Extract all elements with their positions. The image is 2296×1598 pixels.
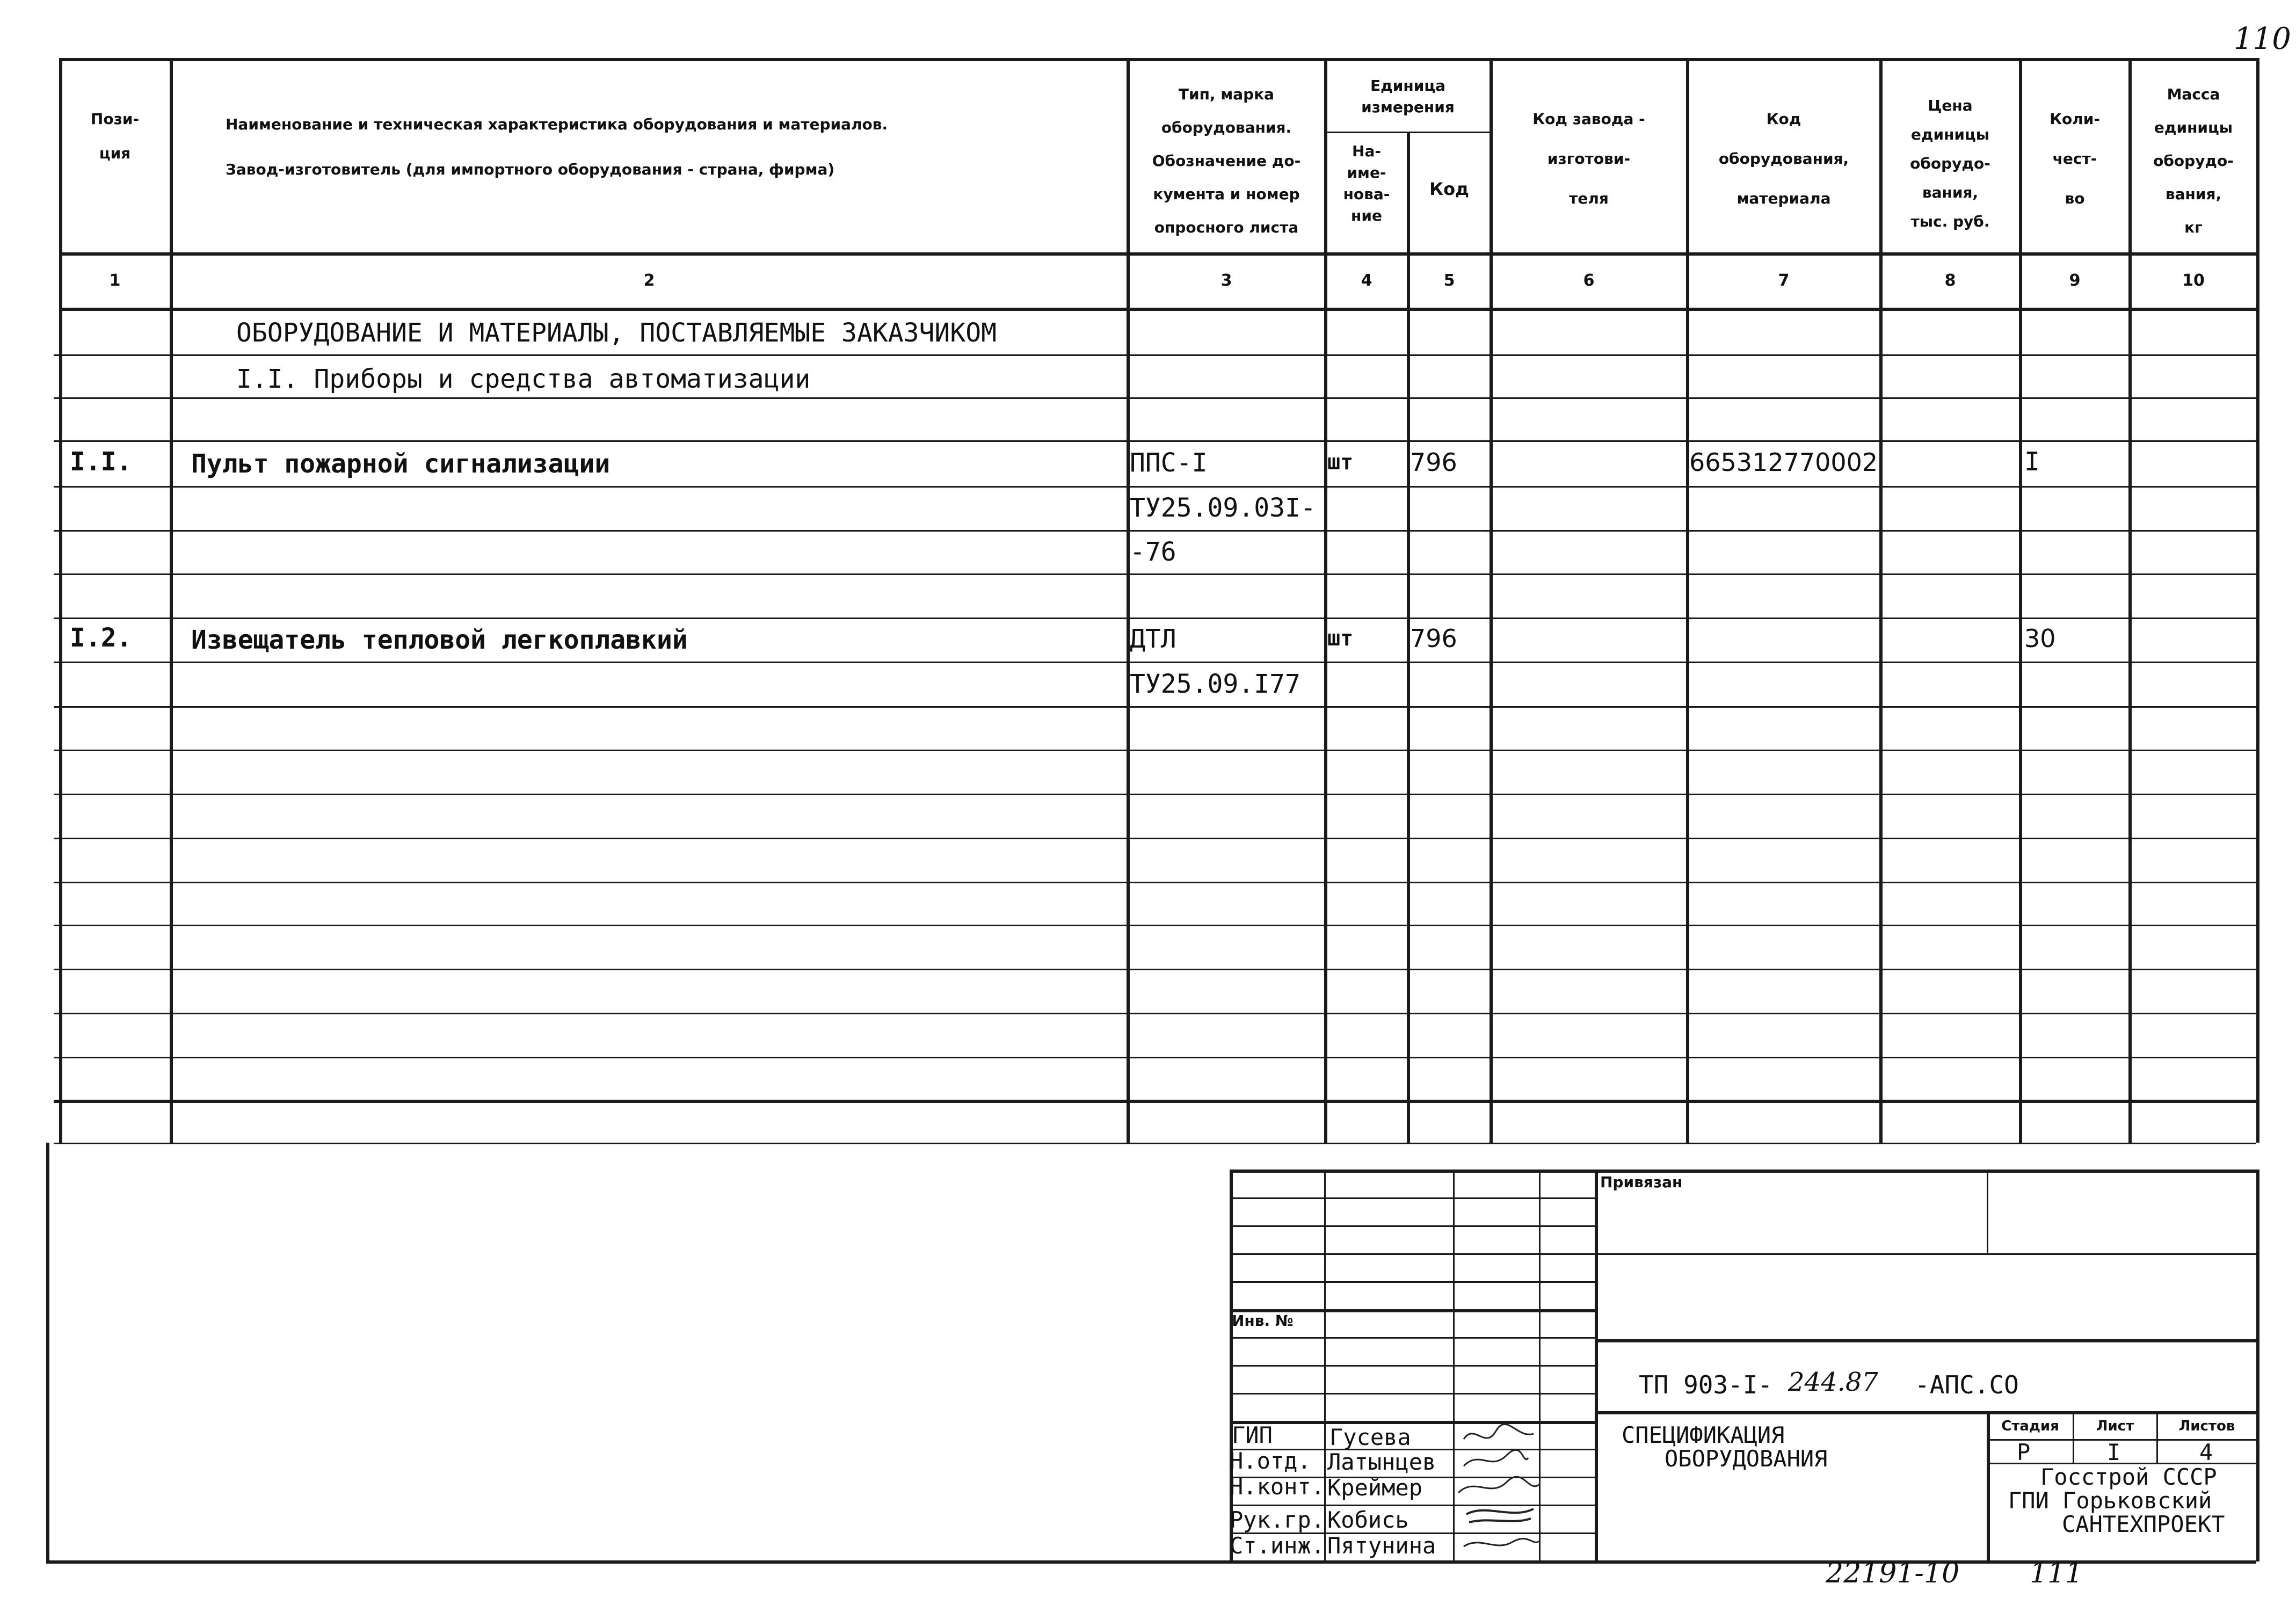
- item-qty: 30: [2024, 624, 2056, 653]
- header-col10: Масса единицы оборудо- вания, кг: [2153, 85, 2234, 236]
- header-col5: Код: [1429, 179, 1469, 199]
- sheets-value: 4: [2199, 1439, 2213, 1465]
- item-name: Пульт пожарной сигнализации: [191, 449, 611, 479]
- item-name: Извещатель тепловой легкоплавкий: [191, 625, 688, 655]
- footer-page-number: 111: [2030, 1557, 2083, 1589]
- signer-role: Н.отд.: [1230, 1448, 1311, 1474]
- doc-title-line1: СПЕЦИФИКАЦИЯ: [1622, 1422, 1785, 1448]
- header-col8: Цена единицы оборудо- вания, тыс. руб.: [1910, 97, 1990, 230]
- header-col9: Коли- чест- во: [2050, 110, 2100, 207]
- col-number: 5: [1443, 271, 1455, 290]
- sheet-value: I: [2107, 1439, 2121, 1465]
- col-number: 1: [109, 271, 121, 290]
- item-unit-code: 796: [1410, 448, 1457, 477]
- archive-number: 22191-10: [1826, 1557, 1960, 1589]
- section-title: ОБОРУДОВАНИЕ И МАТЕРИАЛЫ, ПОСТАВЛЯЕМЫЕ ЗАКАЗЧИКОМ: [236, 318, 997, 348]
- signer-name: Латынцев: [1327, 1449, 1436, 1475]
- stage-label: Стадия: [2001, 1418, 2059, 1434]
- col-number: 2: [643, 271, 655, 290]
- col-number: 8: [1944, 271, 1956, 290]
- col-number: 6: [1583, 271, 1595, 290]
- item-unit: шт: [1327, 450, 1354, 475]
- stage-value: Р: [2017, 1439, 2031, 1465]
- col-number: 7: [1778, 271, 1790, 290]
- item-position: I.I.: [70, 447, 132, 477]
- item-type: ППС-I: [1130, 448, 1208, 478]
- col-number: 3: [1220, 271, 1232, 290]
- signer-name: Пятунина: [1327, 1532, 1436, 1559]
- sheets-label: Листов: [2178, 1418, 2235, 1434]
- item-spec: ТУ25.09.03I-: [1130, 493, 1316, 523]
- header-col1: Пози- ция: [90, 110, 140, 162]
- item-qty: I: [2024, 447, 2040, 477]
- signer-name: Гусева: [1329, 1424, 1411, 1450]
- doc-code-prefix: ТП 903-I-: [1639, 1370, 1773, 1399]
- item-spec: -76: [1130, 537, 1176, 567]
- signer-role: Ст.инж.: [1230, 1532, 1325, 1559]
- header-col6: Код завода - изготови- теля: [1532, 110, 1645, 207]
- header-col45-title: Единица измерения: [1361, 77, 1455, 116]
- header-col3: Тип, марка оборудования. Обозначение до- кумента и номер опросного листа: [1152, 85, 1301, 236]
- doc-code-handwritten: 244.87: [1788, 1367, 1878, 1397]
- signer-role: Рук.гр.: [1230, 1507, 1325, 1533]
- item-unit: шт: [1327, 626, 1354, 651]
- signer-role: Н.конт.: [1230, 1473, 1325, 1500]
- item-spec: ТУ25.09.I77: [1130, 669, 1300, 699]
- privyazan-label: Привязан: [1600, 1173, 1683, 1191]
- inv-number-label: Инв. №: [1232, 1312, 1294, 1330]
- col-number: 4: [1361, 271, 1372, 290]
- doc-title-line2: ОБОРУДОВАНИЯ: [1665, 1446, 1828, 1472]
- signer-name: Кобись: [1327, 1507, 1409, 1533]
- item-position: I.2.: [70, 623, 132, 653]
- item-equipment-code: 665312770002: [1689, 448, 1878, 477]
- header-col7: Код оборудования, материала: [1718, 110, 1849, 207]
- col-number: 9: [2069, 271, 2081, 290]
- page-number: 110: [2234, 21, 2291, 56]
- signature-marks: [1453, 1418, 1593, 1563]
- item-unit-code: 796: [1410, 624, 1457, 653]
- doc-code-suffix: -АПС.СО: [1915, 1370, 2019, 1399]
- org-line2: ГПИ Горьковский: [2008, 1487, 2212, 1514]
- header-col4: На- име- нова- ние: [1343, 142, 1390, 224]
- item-type: ДТЛ: [1130, 624, 1176, 654]
- header-col2: Наименование и техническая характеристика оборудования и материалов. Завод-изготовитель (для импортного оборудования - страна, фирма): [226, 115, 888, 178]
- subsection-title: I.I. Приборы и средства автоматизации: [236, 364, 811, 394]
- org-line1: Госстрой СССР: [2040, 1464, 2217, 1490]
- col-number: 10: [2182, 271, 2205, 290]
- sheet-label: Лист: [2096, 1418, 2134, 1434]
- signer-name: Креймер: [1327, 1474, 1423, 1501]
- signer-role: ГИП: [1232, 1422, 1273, 1448]
- org-line3: САНТЕХПРОЕКТ: [2062, 1511, 2225, 1537]
